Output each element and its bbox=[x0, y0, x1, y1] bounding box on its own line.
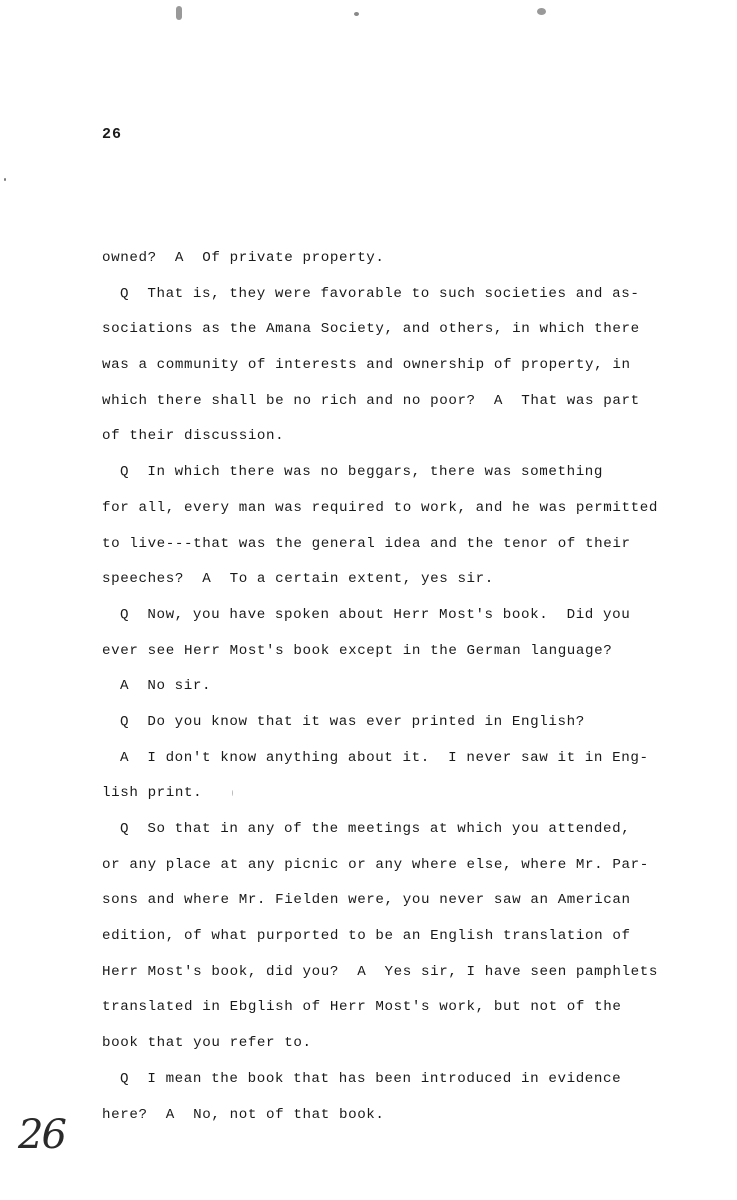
text-line: speeches? A To a certain extent, yes sir. bbox=[102, 571, 494, 588]
text-line: Herr Most's book, did you? A Yes sir, I have seen pamphlets bbox=[102, 963, 658, 980]
text-line: Q So that in any of the meetings at which you attended, bbox=[120, 821, 631, 837]
scan-speck bbox=[537, 8, 546, 15]
testimony-text bbox=[102, 241, 662, 1133]
text-line: owned? A Of private property. bbox=[102, 250, 385, 266]
text-line: translated in Ebglish of Herr Most's work, but not of the bbox=[102, 999, 622, 1016]
text-line: Q In which there was no beggars, there was something bbox=[120, 464, 604, 481]
text-line: or any place at any picnic or any where else, where Mr. Par- bbox=[102, 856, 649, 873]
text-line: Q Do you know that it was ever printed in English? bbox=[120, 713, 585, 730]
scan-speck bbox=[4, 178, 6, 181]
text-line: which there shall be no rich and no poor? A That was part bbox=[102, 392, 640, 409]
handwritten-page-number: 26 bbox=[18, 1112, 65, 1158]
text-line: A No sir. bbox=[120, 678, 212, 695]
text-line: Q That is, they were favorable to such societies and as- bbox=[120, 285, 640, 302]
text-line: lish print. bbox=[102, 785, 203, 802]
text-line: sons and where Mr. Fielden were, you never saw an American bbox=[102, 892, 631, 909]
text-line: was a community of interests and ownership of property, in bbox=[102, 357, 631, 374]
text-line: A I don't know anything about it. I never saw it in Eng- bbox=[120, 749, 649, 766]
text-line: Q Now, you have spoken about Herr Most's book. Did you bbox=[120, 606, 631, 623]
text-line: of their discussion. bbox=[102, 428, 285, 445]
text-line: to live---that was the general idea and the tenor of their bbox=[102, 535, 631, 552]
text-line: ever see Herr Most's book except in the German language? bbox=[102, 642, 613, 659]
text-line: sociations as the Amana Society, and others, in which there bbox=[102, 321, 640, 338]
text-line: Q I mean the book that has been introduced in evidence bbox=[120, 1070, 622, 1087]
page-number: 26 bbox=[102, 126, 123, 143]
text-line: book that you refer to. bbox=[102, 1035, 312, 1052]
scan-speck bbox=[176, 6, 182, 20]
text-line: here? A No, not of that book. bbox=[102, 1106, 385, 1123]
text-line: edition, of what purported to be an English translation of bbox=[102, 928, 631, 945]
scan-speck bbox=[354, 12, 359, 16]
text-line: for all, every man was required to work, and he was permitted bbox=[102, 499, 658, 516]
